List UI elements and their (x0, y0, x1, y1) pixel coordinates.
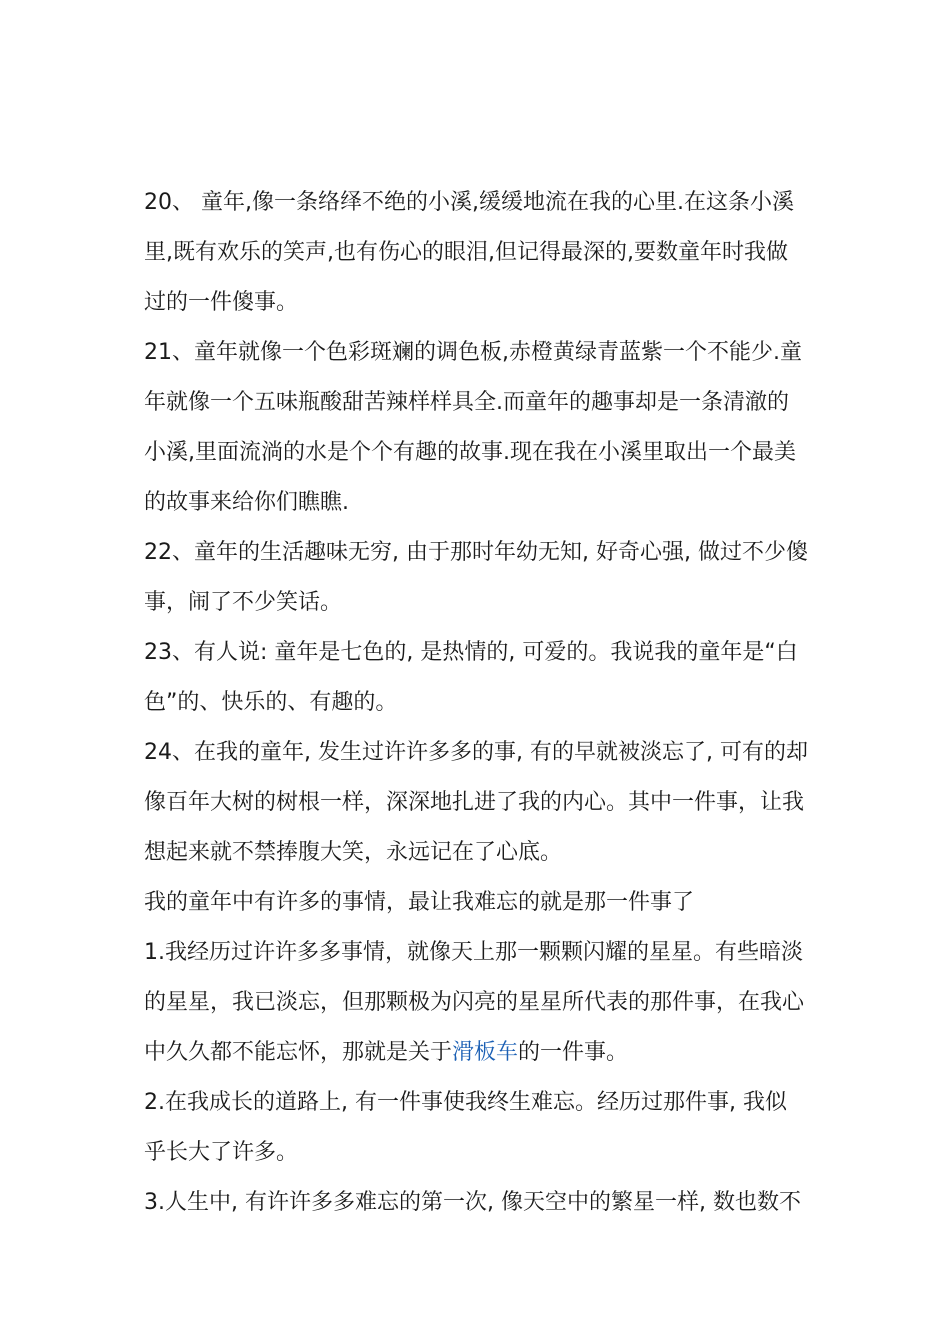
paragraph-1-text-before: 1.我经历过许许多多事情，就像天上那一颗颗闪耀的星星。有些暗淡的星星，我已淡忘，但那颗极为闪亮的星星所代表的那件事，在我心中久久都不能忘怀，那就是关于 (144, 940, 805, 1065)
document-body (144, 178, 808, 1228)
section-heading: 我的童年中有许多的事情，最让我难忘的就是那一件事了 (144, 890, 695, 915)
paragraph-21: 21、童年就像一个色彩斑斓的调色板,赤橙黄绿青蓝紫一个不能少.童年就像一个五味瓶酸甜苦辣样样具全.而童年的趣事却是一条清澈的小溪,里面流淌的水是个个有趣的故事.现在我在小溪里取出一个最美的故事来给你们瞧瞧. (144, 340, 802, 515)
paragraph-20: 20、 童年,像一条络绎不绝的小溪,缓缓地流在我的心里.在这条小溪里,既有欢乐的笑声,也有伤心的眼泪,但记得最深的,要数童年时我做过的一件傻事。 (144, 190, 794, 315)
paragraph-24: 24、在我的童年, 发生过许许多多的事, 有的早就被淡忘了, 可有的却像百年大树的树根一样，深深地扎进了我的内心。其中一件事，让我想起来就不禁捧腹大笑，永远记在了心底。 (144, 740, 808, 865)
paragraph-1 (144, 928, 808, 1078)
paragraph-3: 3.人生中, 有许许多多难忘的第一次, 像天空中的繁星一样, 数也数不 (144, 1190, 801, 1215)
paragraph-22: 22、童年的生活趣味无穷, 由于那时年幼无知, 好奇心强, 做过不少傻事，闹了不少笑话。 (144, 540, 808, 615)
paragraph-23: 23、有人说: 童年是七色的, 是热情的, 可爱的。我说我的童年是“白色”的、快乐的、有趣的。 (144, 640, 798, 715)
paragraph-1-text-after: 的一件事。 (518, 1040, 629, 1065)
scooter-link[interactable]: 滑板车 (452, 1040, 519, 1065)
paragraph-2: 2.在我成长的道路上, 有一件事使我终生难忘。经历过那件事, 我似乎长大了许多。 (144, 1090, 787, 1165)
